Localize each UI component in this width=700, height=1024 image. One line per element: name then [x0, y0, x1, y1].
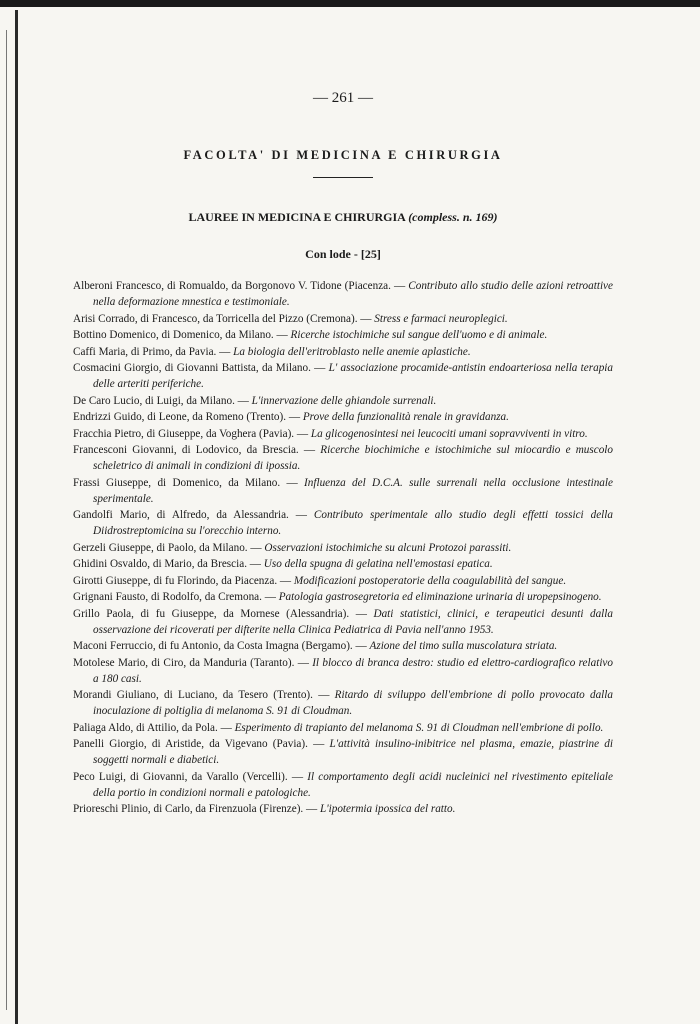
list-item: [73, 409, 613, 425]
graduate-name: Grignani Fausto, di Rodolfo, da Cremona. —: [73, 591, 279, 603]
thesis-title: Contributo allo studio delle azioni retroattive nella deformazione mnestica e testimoniale.: [93, 280, 613, 308]
thesis-title: Osservazioni istochimiche su alcuni Protozoi parassiti.: [264, 541, 512, 554]
heading-divider: [313, 177, 373, 178]
graduate-name: De Caro Lucio, di Luigi, da Milano. —: [73, 394, 252, 407]
thesis-title: Uso della spugna di gelatina nell'emostasi epatica.: [263, 558, 493, 570]
thesis-title: Influenza del D.C.A. sulle surrenali nella occlusione intestinale sperimentale.: [93, 476, 613, 505]
list-item: [73, 573, 613, 589]
thesis-title: L' associazione procamide-antistin endoarteriosa nella terapia delle arteriti periferiche.: [93, 362, 613, 390]
thesis-title: Azione del timo sulla muscolatura striata.: [369, 640, 558, 652]
list-item: [73, 736, 613, 768]
list-item: [73, 393, 613, 409]
list-item: [73, 475, 613, 507]
thesis-title: L'attività insulino-inibitrice nel plasma, emazie, piastrine di soggetti normali e diabetici.: [93, 738, 613, 766]
scan-top-edge: [0, 0, 700, 7]
graduate-name: Morandi Giuliano, di Luciano, da Tesero (Trento). —: [73, 689, 335, 701]
thesis-title: Ricerche biochimiche e istochimiche sul miocardio e muscolo scheletrico di animali in condizioni di ipossia.: [93, 444, 614, 472]
thesis-title: L'ipotermia ipossica del ratto.: [320, 803, 456, 815]
list-item: [73, 311, 613, 327]
list-item: [73, 442, 613, 474]
graduate-name: Paliaga Aldo, di Attilio, da Pola. —: [73, 721, 235, 734]
list-item: [73, 426, 613, 442]
faculty-heading: FACOLTA' DI MEDICINA E CHIRURGIA: [183, 148, 503, 162]
graduate-name: Endrizzi Guido, di Leone, da Romeno (Trento). —: [73, 411, 303, 423]
graduate-name: Cosmacini Giorgio, di Giovanni Battista, da Milano. —: [73, 362, 329, 374]
list-item: [73, 507, 613, 539]
list-item: [73, 687, 613, 719]
graduate-name: Girotti Giuseppe, di fu Florindo, da Piacenza. —: [73, 574, 294, 587]
list-item: [73, 638, 613, 654]
degree-heading: [73, 210, 613, 225]
graduate-name: Alberoni Francesco, di Romualdo, da Borgonovo V. Tidone (Piacenza. —: [73, 280, 409, 292]
list-item: [73, 589, 613, 605]
list-item: [73, 327, 613, 343]
thesis-title: Patologia gastrosegretoria ed eliminazione urinaria di uropepsinogeno.: [278, 591, 602, 603]
graduate-name: Caffi Maria, di Primo, da Pavia. —: [73, 345, 234, 358]
list-item: [73, 606, 613, 638]
thesis-title: Ritardo di sviluppo dell'embrione di pollo provocato dalla inoculazione di poltiglia di melanoma S. 91 di Cloudman.: [93, 689, 613, 717]
list-item: [73, 769, 613, 801]
thesis-title: Contributo sperimentale allo studio degli effetti tossici della Diidrostreptomicina su l'orecchio interno.: [93, 509, 613, 537]
graduate-name: Gandolfi Mario, di Alfredo, da Alessandria. —: [73, 509, 314, 521]
graduate-name: Prioreschi Plinio, di Carlo, da Firenzuola (Firenze). —: [73, 803, 321, 815]
thesis-title: Il blocco di branca destro: studio ed elettro-cardiografico relativo a 180 casi.: [93, 656, 613, 685]
thesis-title: Prove della funzionalità renale in gravidanza.: [302, 411, 509, 423]
thesis-title: Esperimento di trapianto del melanoma S. 91 di Cloudman nell'embrione di pollo.: [234, 721, 604, 734]
graduate-name: Panelli Giorgio, di Aristide, da Vigevano (Pavia). —: [73, 738, 330, 750]
graduate-name: Fracchia Pietro, di Giuseppe, da Voghera (Pavia). —: [73, 427, 311, 440]
graduate-list: [73, 278, 613, 818]
list-item: [73, 655, 613, 687]
graduate-name: Frassi Giuseppe, di Domenico, da Milano. —: [73, 476, 305, 489]
graduate-name: Peco Luigi, di Giovanni, da Varallo (Vercelli). —: [73, 770, 308, 783]
graduate-name: Ghidini Osvaldo, di Mario, da Brescia. —: [73, 558, 264, 570]
graduate-name: Grillo Paola, di fu Giuseppe, da Mornese (Alessandria). —: [73, 607, 374, 620]
list-item: [73, 801, 613, 817]
degree-heading-main: LAUREE IN MEDICINA E CHIRURGIA: [188, 210, 406, 224]
thesis-title: Dati statistici, clinici, e terapeutici desunti dalla osservazione dei ricoverati per difterite nella Clinica Pediatrica di Pavia nell'anno 1953.: [93, 607, 613, 636]
list-item: [73, 344, 613, 360]
graduate-name: Bottino Domenico, di Domenico, da Milano. —: [73, 329, 291, 341]
honors-heading: Con lode - [25]: [305, 247, 381, 261]
thesis-title: L'innervazione delle ghiandole surrenali.: [251, 394, 437, 407]
thesis-title: Stress e farmaci neuroplegici.: [374, 312, 508, 325]
degree-heading-note: (compless. n. 169): [408, 210, 498, 224]
thesis-title: La biologia dell'eritroblasto nelle anemie aplastiche.: [233, 345, 471, 358]
thesis-title: Modificazioni postoperatorie della coagulabilità del sangue.: [293, 574, 567, 587]
list-item: [73, 540, 613, 556]
graduate-name: Francesconi Giovanni, di Lodovico, da Brescia. —: [73, 444, 321, 456]
thesis-title: La glicogenosintesi nei leucociti umani sopravviventi in vitro.: [310, 427, 588, 440]
graduate-name: Arisi Corrado, di Francesco, da Torricella del Pizzo (Cremona). —: [73, 312, 375, 325]
list-item: [73, 556, 613, 572]
list-item: [73, 360, 613, 392]
thesis-title: Il comportamento degli acidi nucleinici nel rivestimento epiteliale della portio in condizioni normali e patologiche.: [93, 770, 613, 799]
page-number: — 261 —: [313, 90, 373, 106]
graduate-name: Maconi Ferruccio, di fu Antonio, da Costa Imagna (Bergamo). —: [73, 640, 370, 652]
list-item: [73, 278, 613, 310]
scan-left-shadow: [6, 30, 7, 1010]
graduate-name: Motolese Mario, di Ciro, da Manduria (Taranto). —: [73, 656, 313, 669]
thesis-title: Ricerche istochimiche sul sangue dell'uomo e di animale.: [290, 329, 548, 341]
list-item: [73, 720, 613, 736]
scan-left-edge: [15, 10, 18, 1024]
graduate-name: Gerzeli Giuseppe, di Paolo, da Milano. —: [73, 541, 265, 554]
